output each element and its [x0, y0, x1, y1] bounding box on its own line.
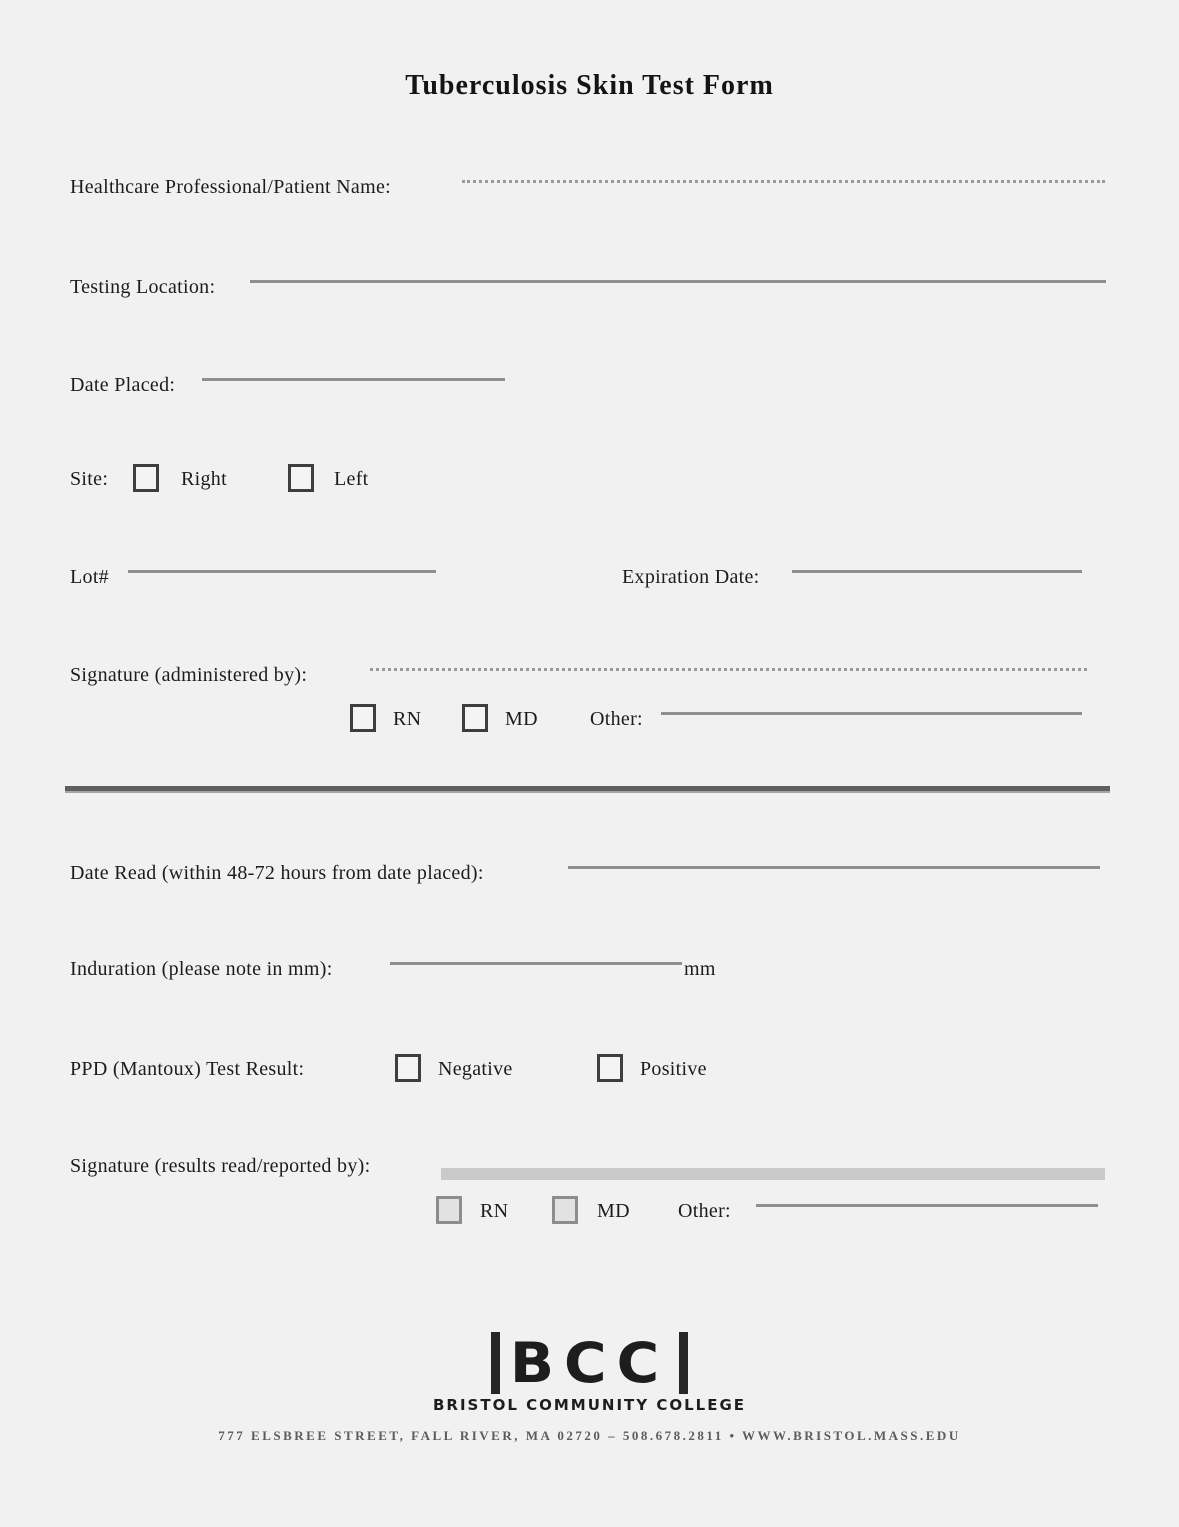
administered-rn-label: RN	[393, 708, 422, 730]
read-other-field[interactable]	[756, 1204, 1098, 1207]
ppd-positive-checkbox[interactable]	[597, 1054, 623, 1082]
site-left-label: Left	[334, 468, 369, 490]
lot-number-label: Lot#	[70, 566, 109, 588]
ppd-negative-checkbox[interactable]	[395, 1054, 421, 1082]
patient-name-label: Healthcare Professional/Patient Name:	[70, 176, 391, 198]
administered-md-label: MD	[505, 708, 538, 730]
read-other-label: Other:	[678, 1200, 731, 1222]
testing-location-field[interactable]	[250, 280, 1106, 283]
administered-other-field[interactable]	[661, 712, 1082, 715]
lot-number-field[interactable]	[128, 570, 436, 573]
page-title: Tuberculosis Skin Test Form	[405, 70, 774, 101]
site-right-checkbox[interactable]	[133, 464, 159, 492]
bcc-logo	[0, 1332, 1179, 1394]
read-rn-label: RN	[480, 1200, 509, 1222]
read-rn-checkbox[interactable]	[436, 1196, 462, 1224]
expiration-date-label: Expiration Date:	[622, 566, 760, 588]
signature-administered-field[interactable]	[370, 668, 1087, 671]
logo-left-bar-icon	[491, 1332, 500, 1394]
site-left-checkbox[interactable]	[288, 464, 314, 492]
ppd-result-label: PPD (Mantoux) Test Result:	[70, 1058, 305, 1080]
section-divider	[65, 786, 1110, 793]
ppd-positive-label: Positive	[640, 1058, 707, 1080]
induration-label: Induration (please note in mm):	[70, 958, 333, 980]
induration-field[interactable]	[390, 962, 682, 965]
patient-name-field[interactable]	[462, 180, 1105, 183]
administered-other-label: Other:	[590, 708, 643, 730]
expiration-date-field[interactable]	[792, 570, 1082, 573]
testing-location-label: Testing Location:	[70, 276, 216, 298]
date-read-field[interactable]	[568, 866, 1100, 869]
induration-unit-label: mm	[684, 958, 716, 980]
signature-read-field[interactable]	[441, 1168, 1105, 1180]
read-md-label: MD	[597, 1200, 630, 1222]
date-placed-label: Date Placed:	[70, 374, 176, 396]
logo-letters: BCC	[509, 1330, 670, 1396]
site-right-label: Right	[181, 468, 227, 490]
date-placed-field[interactable]	[202, 378, 505, 381]
read-md-checkbox[interactable]	[552, 1196, 578, 1224]
ppd-negative-label: Negative	[438, 1058, 513, 1080]
logo-right-bar-icon	[679, 1332, 688, 1394]
administered-md-checkbox[interactable]	[462, 704, 488, 732]
date-read-label: Date Read (within 48-72 hours from date placed):	[70, 862, 484, 884]
administered-rn-checkbox[interactable]	[350, 704, 376, 732]
signature-read-label: Signature (results read/reported by):	[70, 1155, 371, 1177]
site-label: Site:	[70, 468, 109, 490]
footer-address: 777 ELSBREE STREET, FALL RIVER, MA 02720 – 508.678.2811 • WWW.BRISTOL.MASS.EDU	[218, 1428, 961, 1443]
signature-administered-label: Signature (administered by):	[70, 664, 308, 686]
logo-caption: BRISTOL COMMUNITY COLLEGE	[432, 1396, 747, 1414]
